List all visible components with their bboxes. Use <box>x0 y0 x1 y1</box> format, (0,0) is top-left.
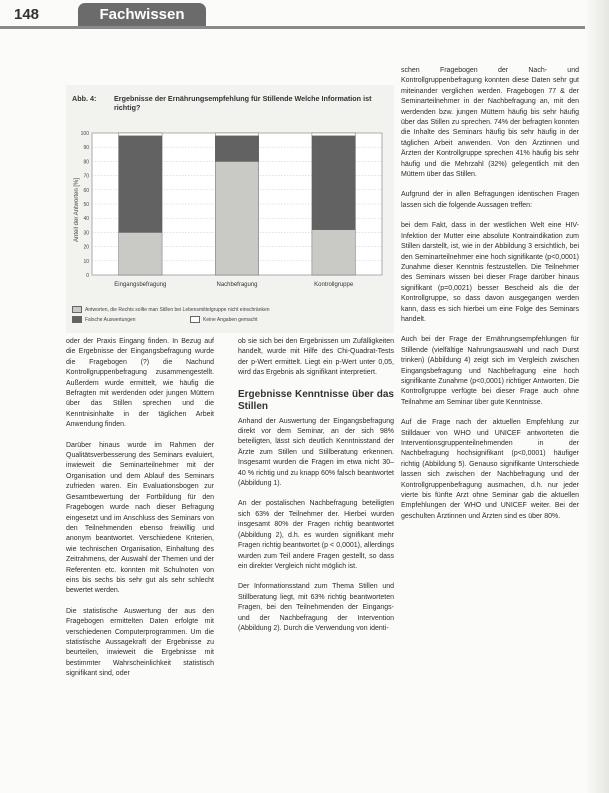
y-tick-label: 20 <box>83 244 89 251</box>
stacked-bar-chart <box>66 125 394 305</box>
bar-segment <box>215 161 259 275</box>
paragraph: ob sie sich bei den Ergebnissen um Zufälligkeiten handelt, wurde mit Hilfe des Chi-Quadrat-Tests der p-Wert ermittelt. Liegt ein p-Wert unter 0,05, wird das Ergebnis als signifikant interpretiert. <box>238 338 394 377</box>
legend-swatch-correct <box>72 306 82 313</box>
x-tick-label: Nachbefragung <box>216 282 258 288</box>
paragraph: schen Fragebogen der Nach- und Kontrollgruppenbefragung konnten diese Daten sehr gut miteinander verglichen werden. Fragebogen 77 & der Seminarteilnehmer in der Nachbefragung an, mit den werdenden bzw. jungen Müttern häufig bis sehr häufig über das Stillen zu sprechen. 74% der befragten konnten die Inhalte des Seminars häufig bis sehr häufig in der täglichen Arbeit anwenden. Von den Ärztinnen und Ärzten der Kontrollgruppe sprechen 41% häufig bis sehr häufig und die Mehrzahl (32%) gelegentlich mit den Müttern über das Stillen. <box>401 67 579 179</box>
legend-swatch-wrong <box>72 316 82 323</box>
figure-label: Abb. 4: <box>72 94 97 103</box>
page-header <box>0 0 609 34</box>
y-tick-label: 100 <box>80 131 89 137</box>
legend-label: Antworten, die Rechts sollte man Stillen bei Lebensmittelgruppe nicht einschränken <box>85 306 270 313</box>
y-tick-labels <box>81 131 90 279</box>
legend-label: Keine Angaben gemacht <box>203 316 258 323</box>
section-heading: Ergebnisse Kenntnisse über das Stillen <box>238 388 394 412</box>
paragraph: Auf die Frage nach der aktuellen Empfehlung zur Stilldauer von WHO und UNICEF antworteten die Interventionsgruppenteilnehmenden in der Nachbefragung hochsignifikant (p<0,0001) häufiger richtig (Abbildung 5). Genauso signifikante Unterschiede lassen sich zwischen der Nachbefragung und der Kontrollgruppenbefragung ausmachen, d.h. nur jeder vierte bis fünfte Arzt ohne Seminar gab die aktuellen Empfehlungen der WHO und UNICEF weiter. Bei der geschulten Ärztinnen und Ärzten sind es über 80%. <box>401 419 579 520</box>
paragraph: Die statistische Auswertung der aus den Fragebogen ermittelten Daten erfolgte mit verschiedenen Computerprogrammen. Um die statistische Aussagekraft der Ergebnisse zu beurteilen, inwieweit die Ergebnisse mit bestimmter Wahrscheinlichkeit statistisch signifikant sind, oder <box>66 607 214 678</box>
y-tick-label: 70 <box>83 173 89 180</box>
paragraph: Aufgrund der in allen Befragungen identischen Fragen lassen sich die folgende Aussagen treffen: <box>401 191 579 209</box>
bar-segment <box>312 133 356 136</box>
chart-bars <box>119 133 356 275</box>
legend-item <box>72 316 136 323</box>
paragraph: Darüber hinaus wurde im Rahmen der Qualitätsverbesserung des Seminars evaluiert, inwieweit die Seminarteilnehmer mit der Organisation und dem Ablauf des Seminars zufrieden waren. Ein Evaluationsbogen zur Gesamtbewertung der Fortbildung für den Fragebogen wurde nach dieser Befragung eingesetzt und im Anschluss des Seminars von den Teilnehmenden ebenso freiwillig und anonym beantwortet. Verschiedene Kriterien, wie technischen Organisation, Einhaltung des Zeitrahmens, der Auswahl der Themen und der Referenten etc. konnten mit Schulnoten von eins bis sechs bis sehr gut als sehr schlecht bewertet werden. <box>66 441 214 595</box>
bar-segment <box>119 136 163 233</box>
text-column-3 <box>401 66 579 532</box>
y-tick-label: 60 <box>83 187 89 194</box>
y-axis-label: Anteil der Antworten [%] <box>74 177 80 243</box>
y-tick-label: 0 <box>86 273 89 279</box>
bar-segment <box>119 232 163 275</box>
x-tick-label: Kontrollgruppe <box>314 282 354 288</box>
y-tick-label: 80 <box>83 159 89 166</box>
page-fold-shadow <box>585 0 609 793</box>
header-rule <box>0 26 609 29</box>
paragraph: Anhand der Auswertung der Eingangsbefragung direkt vor dem Seminar, an der sich 98% beteiligten, lässt sich deutlich Kenntnisstand der Ärzte zum Stillen und Stillberatung erkennen. Insgesamt wurden die Fragen im etwa nicht 30–40 % richtig und zu knapp 60% falsch beantwortet (Abbildung 1). <box>238 417 394 488</box>
y-tick-label: 30 <box>83 230 89 237</box>
x-category-labels <box>114 282 354 288</box>
paragraph: Der Informationsstand zum Thema Stillen und Stillberatung liegt, mit 63% richtig beantworteten Fragen, bei den Teilnehmenden der Eingangs- und der Nachbefragung der Intervention (Abbildung 2). Durch die Verwendung von identi- <box>238 583 394 632</box>
paragraph: bei dem Fakt, dass in der westlichen Welt eine HIV-Infektion der Mutter eine absolute Kontraindikation zum Stillen darstellt, ist, wie in der Abbildung 3 ersichtlich, bei den Seminarteilnehmer eine hoch signifikante (p<0,0001) Zunahme dieser Kenntnis festzustellen. Die Teilnehmer des Seminars wissen bei dieser Frage darüber hinaus signifikant (p=0,0021) besser Bescheid als die der Kontrollgruppe, so dass davon ausgegangen werden kann, dass es sich hierbei um eine Folge des Seminars handelt. <box>401 222 579 323</box>
y-tick-label: 10 <box>83 258 89 265</box>
bar-segment <box>312 136 356 230</box>
figure-title: Ergebnisse der Ernährungsempfehlung für Stillende Welche Information ist richtig? <box>114 94 372 112</box>
bar-segment <box>215 136 259 162</box>
bar-segment <box>215 133 259 136</box>
y-tick-label: 50 <box>83 202 89 208</box>
y-tick-label: 40 <box>83 216 89 223</box>
paragraph: Auch bei der Frage der Ernährungsempfehlungen für Stillende (vielfältige Nahrungsauswahl und nach Durst trinken) (Abbildung 4) zeigt sich im Vergleich zwischen Eingangsbefragung und Nachbefragung eine hoch signifikante Zunahme (p<0,0001) richtiger Antworten. Die Kontrollgruppe verfügte bei dieser Frage auch ohne Teilnahme am Seminar über gute Kenntnisse. <box>401 336 579 406</box>
text-column-2 <box>238 337 394 644</box>
paragraph: oder der Praxis Eingang finden. In Bezug auf die Ergebnisse der Eingangsbefragung wurde die Fragebogen (?) die Nachund Kontrollgruppenbefragung zusammengestellt. Außerdem wurde ermittelt, wie häufig die Befragten mit werdenden oder jungen Müttern über das Stillen sprechen und die Kenntnisinhalte in der täglichen Arbeit Anwendung finden. <box>66 338 214 429</box>
legend-item <box>72 306 270 313</box>
text-column-1 <box>66 337 214 690</box>
page-number: 148 <box>14 6 40 23</box>
x-tick-label: Eingangsbefragung <box>114 282 167 288</box>
paragraph: An der postalischen Nachbefragung beteiligten sich 63% der Teilnehmer der. Hierbei wurden insgesamt 80% der Fragen richtig beantwortet (Abbildung 2), d.h. es wurden signifikant mehr Fragen richtig beantwortet (p < 0,0001), allerdings wurden zum Teil andere Fragen gestellt, so dass ein direkter Vergleich nicht möglich ist. <box>238 500 394 570</box>
y-tick-label: 90 <box>83 145 89 152</box>
bar-segment <box>119 133 163 136</box>
bar-segment <box>312 230 356 275</box>
legend-label: Falsche Auswertungen <box>85 316 136 323</box>
legend-item <box>190 316 258 323</box>
section-tab: Fachwissen <box>78 3 206 27</box>
legend-swatch-none <box>190 316 200 323</box>
